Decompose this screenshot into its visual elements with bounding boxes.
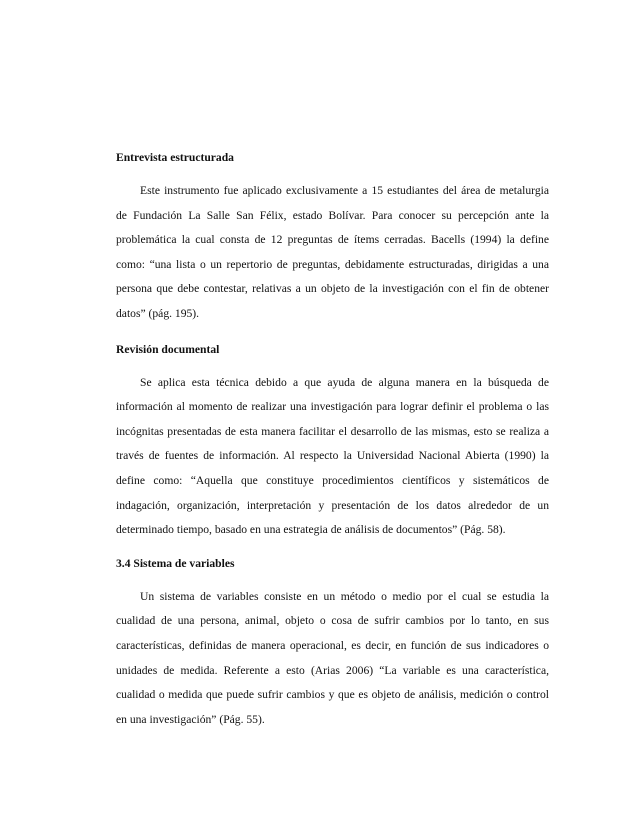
- section-paragraph-revision-documental: Se aplica esta técnica debido a que ayuda de alguna manera en la búsqueda de información al momento de realizar una investigación para lograr definir el problema o las incógnitas presentadas de esta manera facilitar el desarrollo de las mismas, esto se realiza a través de fuentes de información. Al respecto la Universidad Nacional Abierta (1990) la define como: “Aquella que constituye procedimientos científicos y sistemáticos de indagación, organización, interpretación y presentación de los datos alrededor de un determinado tiempo, basado en una estrategia de análisis de documentos” (Pág. 58).: [116, 375, 549, 537]
- section-paragraph-entrevista-estructurada: Este instrumento fue aplicado exclusivamente a 15 estudiantes del área de metalurgia de Fundación La Salle San Félix, estado Bolívar. Para conocer su percepción ante la problemática la cual consta de 12 preguntas de ítems cerradas. Bacells (1994) la define como: “una lista o un repertorio de preguntas, debidamente estructuradas, dirigidas a una persona que debe contestar, relativas a un objeto de la investigación con el fin de obtener datos” (pág. 195).: [116, 184, 549, 320]
- section-heading-revision-documental: Revisión documental: [116, 342, 220, 356]
- section-heading-entrevista-estructurada: Entrevista estructurada: [116, 151, 234, 164]
- document-page: [116, 148, 549, 732]
- section-heading-sistema-de-variables: 3.4 Sistema de variables: [116, 556, 235, 570]
- section-paragraph-sistema-de-variables: Un sistema de variables consiste en un método o medio por el cual se estudia la cualidad de una persona, animal, objeto o cosa de sufrir cambios por lo tanto, en sus características, definidas de manera operacional, es decir, en función de sus indicadores o unidades de medida. Referente a esto (Arias 2006) “La variable es una característica, cualidad o medida que puede sufrir cambios y que es objeto de análisis, medición o control en una investigación” (Pág. 55).: [116, 589, 549, 726]
